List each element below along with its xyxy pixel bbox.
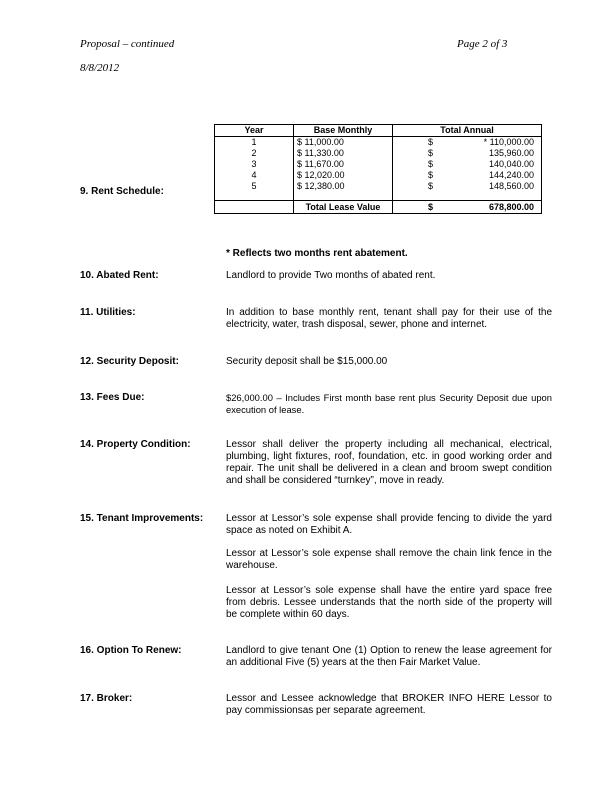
cell-year: 3: [215, 159, 294, 170]
security-deposit-label: 12. Security Deposit:: [80, 356, 179, 367]
total-lease-value: 678,800.00: [488, 201, 534, 212]
currency-symbol: $: [428, 159, 434, 169]
cell-total-annual: [393, 148, 542, 159]
table-spacer-row: [215, 192, 542, 201]
property-condition-text: Lessor shall deliver the property including all mechanical, electrical, plumbing, light fixtures, roof, foundation, etc. in good working order and repair. The unit shall be delivered in a clean and broom swept condition and shall be considered “turnkey”, move in ready.: [226, 439, 552, 486]
broker-text: Lessor and Lessee acknowledge that BROKER INFO HERE Lessor to pay commissionsas per separate agreement.: [226, 693, 552, 716]
tenant-improvements-label: 15. Tenant Improvements:: [80, 513, 204, 524]
utilities-text: In addition to base monthly rent, tenant shall pay for their use of the electricity, water, trash disposal, sewer, phone and internet.: [226, 307, 552, 330]
abated-rent-label: 10. Abated Rent:: [80, 270, 159, 281]
fees-due-label: 13. Fees Due:: [80, 392, 145, 403]
table-row: [215, 170, 542, 181]
abatement-note: * Reflects two months rent abatement.: [226, 248, 408, 259]
table-row: [215, 159, 542, 170]
currency-symbol: $: [428, 181, 434, 191]
tenant-improvements-p2: Lessor at Lessor’s sole expense shall remove the chain link fence in the warehouse.: [226, 548, 552, 571]
cell-total-annual: [393, 137, 542, 149]
annual-amount: 144,240.00: [488, 170, 534, 180]
page-number: Page 2 of 3: [457, 38, 508, 50]
cell-base-monthly: $ 12,020.00: [294, 170, 393, 181]
security-deposit-text: Security deposit shall be $15,000.00: [226, 356, 388, 367]
cell-total-annual: [393, 181, 542, 192]
annual-amount: 140,040.00: [488, 159, 534, 169]
column-header-base-monthly: Base Monthly: [294, 125, 393, 137]
option-to-renew-text: Landlord to give tenant One (1) Option to renew the lease agreement for an additional Five (5) years at the then Fair Market Value.: [226, 645, 552, 668]
cell-year: 2: [215, 148, 294, 159]
table-row: [215, 148, 542, 159]
cell-base-monthly: $ 11,670.00: [294, 159, 393, 170]
cell-base-monthly: $ 11,330.00: [294, 148, 393, 159]
tenant-improvements-p1: Lessor at Lessor’s sole expense shall provide fencing to divide the yard space as noted on Exhibit A.: [226, 513, 552, 536]
annual-amount: 148,560.00: [488, 181, 534, 191]
cell-year: 5: [215, 181, 294, 192]
cell-base-monthly: $ 12,380.00: [294, 181, 393, 192]
annual-amount: * 110,000.00: [483, 137, 534, 147]
currency-symbol: $: [428, 170, 434, 180]
table-header-row: [215, 125, 542, 137]
currency-symbol: $: [428, 201, 434, 212]
fees-due-text: $26,000.00 – Includes First month base rent plus Security Deposit due upon execution of lease.: [226, 392, 552, 415]
column-header-total-annual: Total Annual: [393, 125, 542, 137]
currency-symbol: $: [428, 137, 434, 147]
abated-rent-text: Landlord to provide Two months of abated rent.: [226, 270, 436, 281]
utilities-label: 11. Utilities:: [80, 307, 136, 318]
tenant-improvements-p3: Lessor at Lessor’s sole expense shall have the entire yard space free from debris. Lessee understands that the north side of the property will be complete within 60 days.: [226, 585, 552, 620]
currency-symbol: $: [428, 148, 434, 158]
annual-amount: 135,960.00: [488, 148, 534, 158]
cell-base-monthly: $ 11,000.00: [294, 137, 393, 149]
table-total-row: [215, 201, 542, 214]
total-lease-cell: [393, 201, 542, 214]
option-to-renew-label: 16. Option To Renew:: [80, 645, 182, 656]
cell-year: 4: [215, 170, 294, 181]
table-row: [215, 137, 542, 149]
cell-total-annual: [393, 170, 542, 181]
column-header-year: Year: [215, 125, 294, 137]
total-lease-label: Total Lease Value: [294, 201, 393, 214]
rent-schedule-table: [214, 124, 542, 214]
header-date: 8/8/2012: [80, 62, 120, 74]
header-title: Proposal – continued: [80, 38, 175, 50]
cell-year: 1: [215, 137, 294, 149]
cell-total-annual: [393, 159, 542, 170]
rent-schedule-label: 9. Rent Schedule:: [80, 186, 164, 197]
property-condition-label: 14. Property Condition:: [80, 439, 191, 450]
broker-label: 17. Broker:: [80, 693, 133, 704]
table-row: [215, 181, 542, 192]
